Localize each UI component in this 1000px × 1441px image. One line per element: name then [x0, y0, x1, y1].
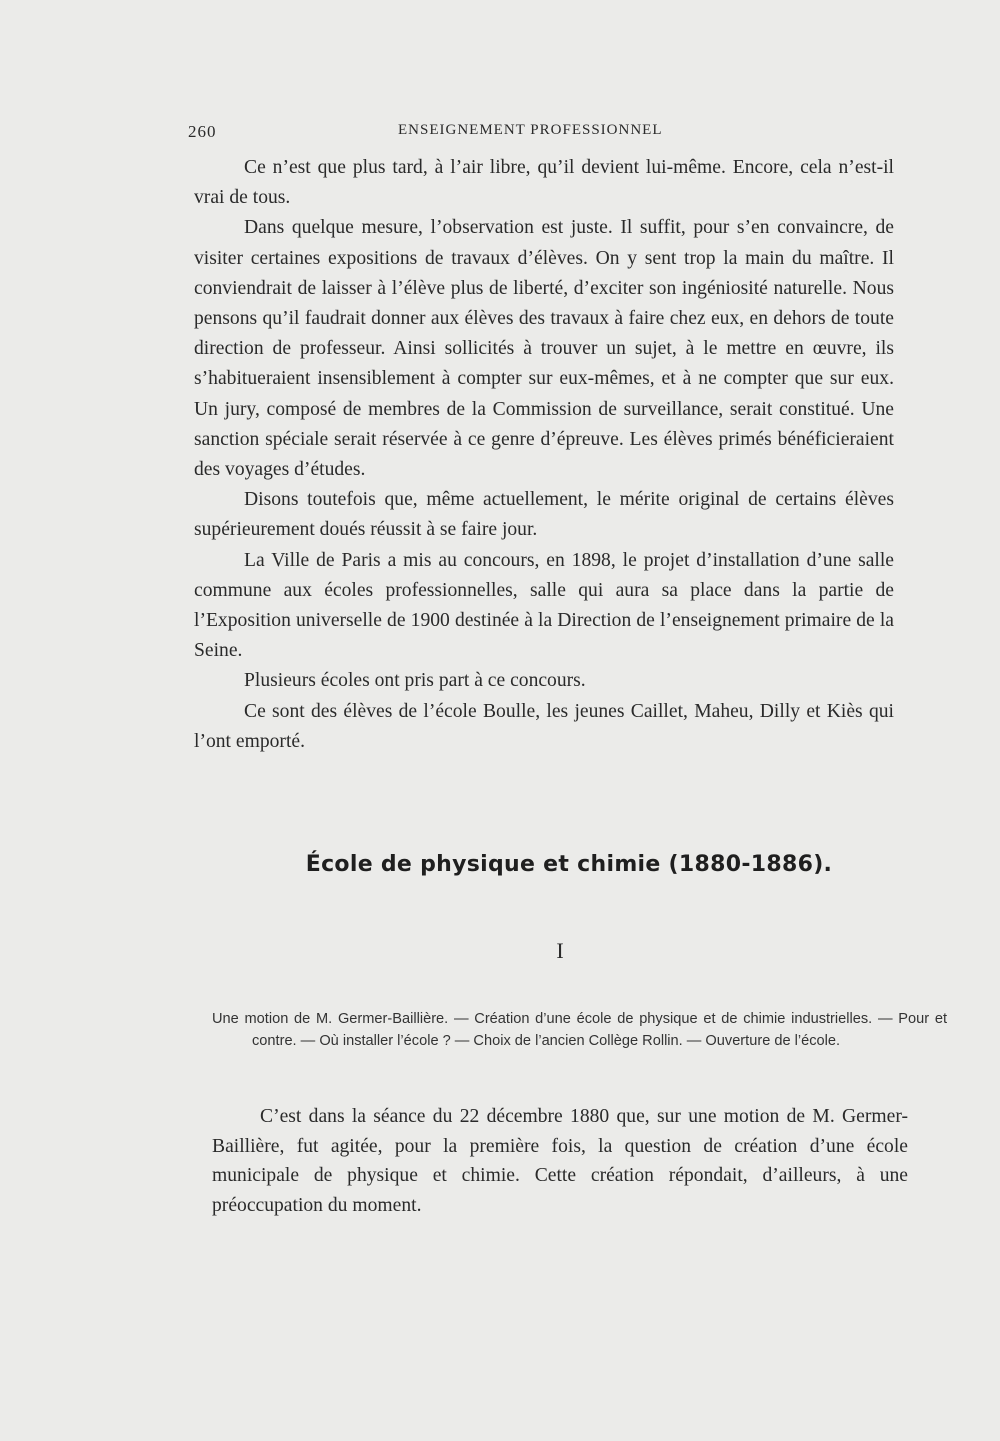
running-head: [188, 122, 900, 148]
page-number: 260: [188, 122, 217, 141]
paragraph: Disons toutefois que, même actuellement, le mérite original de certains élèves supérieurement doués réussit à se faire jour.: [194, 489, 894, 541]
running-title: ENSEIGNEMENT PROFESSIONNEL: [398, 122, 663, 138]
paragraph: C’est dans la séance du 22 décembre 1880 que, sur une motion de M. Germer-Baillière, fut agitée, pour la première fois, la question de création d’une école municipale de physique et chimie. Cette création répondait, d’ailleurs, à une préoccupation du moment.: [212, 1106, 908, 1216]
paragraph-continuation: Ce n’est que plus tard, à l’air libre, qu’il devient lui-même. Encore, cela n’est-il vrai de tous.: [194, 157, 894, 209]
chapter-summary: Une motion de M. Germer-Baillière. — Création d’une école de physique et de chimie industrielles. — Pour et contre. — Où installer l’école ? — Choix de l’ancien Collège Rollin. — Ouverture de l’école.: [212, 1011, 947, 1049]
body-text: [194, 153, 894, 757]
section-title: École de physique et chimie (1880-1886).: [305, 852, 833, 877]
section-number: I: [556, 938, 564, 963]
chapter-text: [212, 1102, 908, 1220]
paragraph: Dans quelque mesure, l’observation est juste. Il suffit, pour s’en convaincre, de visiter certaines expositions de travaux d’élèves. On y sent trop la main du maître. Il conviendrait de laisser à l’élève plus de liberté, d’exciter son ingéniosité naturelle. Nous pensons qu’il faudrait donner aux élèves des travaux à faire chez eux, en dehors de toute direction de professeur. Ainsi sollicités à trouver un sujet, à le mettre en œuvre, ils s’habitueraient insensiblement à compter sur eux-mêmes, et à ne compter que sur eux. Un jury, composé de membres de la Commission de surveillance, serait constitué. Une sanction spéciale serait réservée à ce genre d’épreuve. Les élèves primés bénéficieraient des voyages d’études.: [194, 217, 894, 481]
paragraph: Ce sont des élèves de l’école Boulle, les jeunes Caillet, Maheu, Dilly et Kiès qui l’ont emporté.: [194, 700, 894, 752]
paragraph: La Ville de Paris a mis au concours, en 1898, le projet d’installation d’une salle commune aux écoles professionnelles, salle qui aura sa place dans la partie de l’Exposition universelle de 1900 destinée à la Direction de l’enseignement primaire de la Seine.: [194, 549, 894, 662]
paragraph: Plusieurs écoles ont pris part à ce concours.: [244, 670, 586, 692]
